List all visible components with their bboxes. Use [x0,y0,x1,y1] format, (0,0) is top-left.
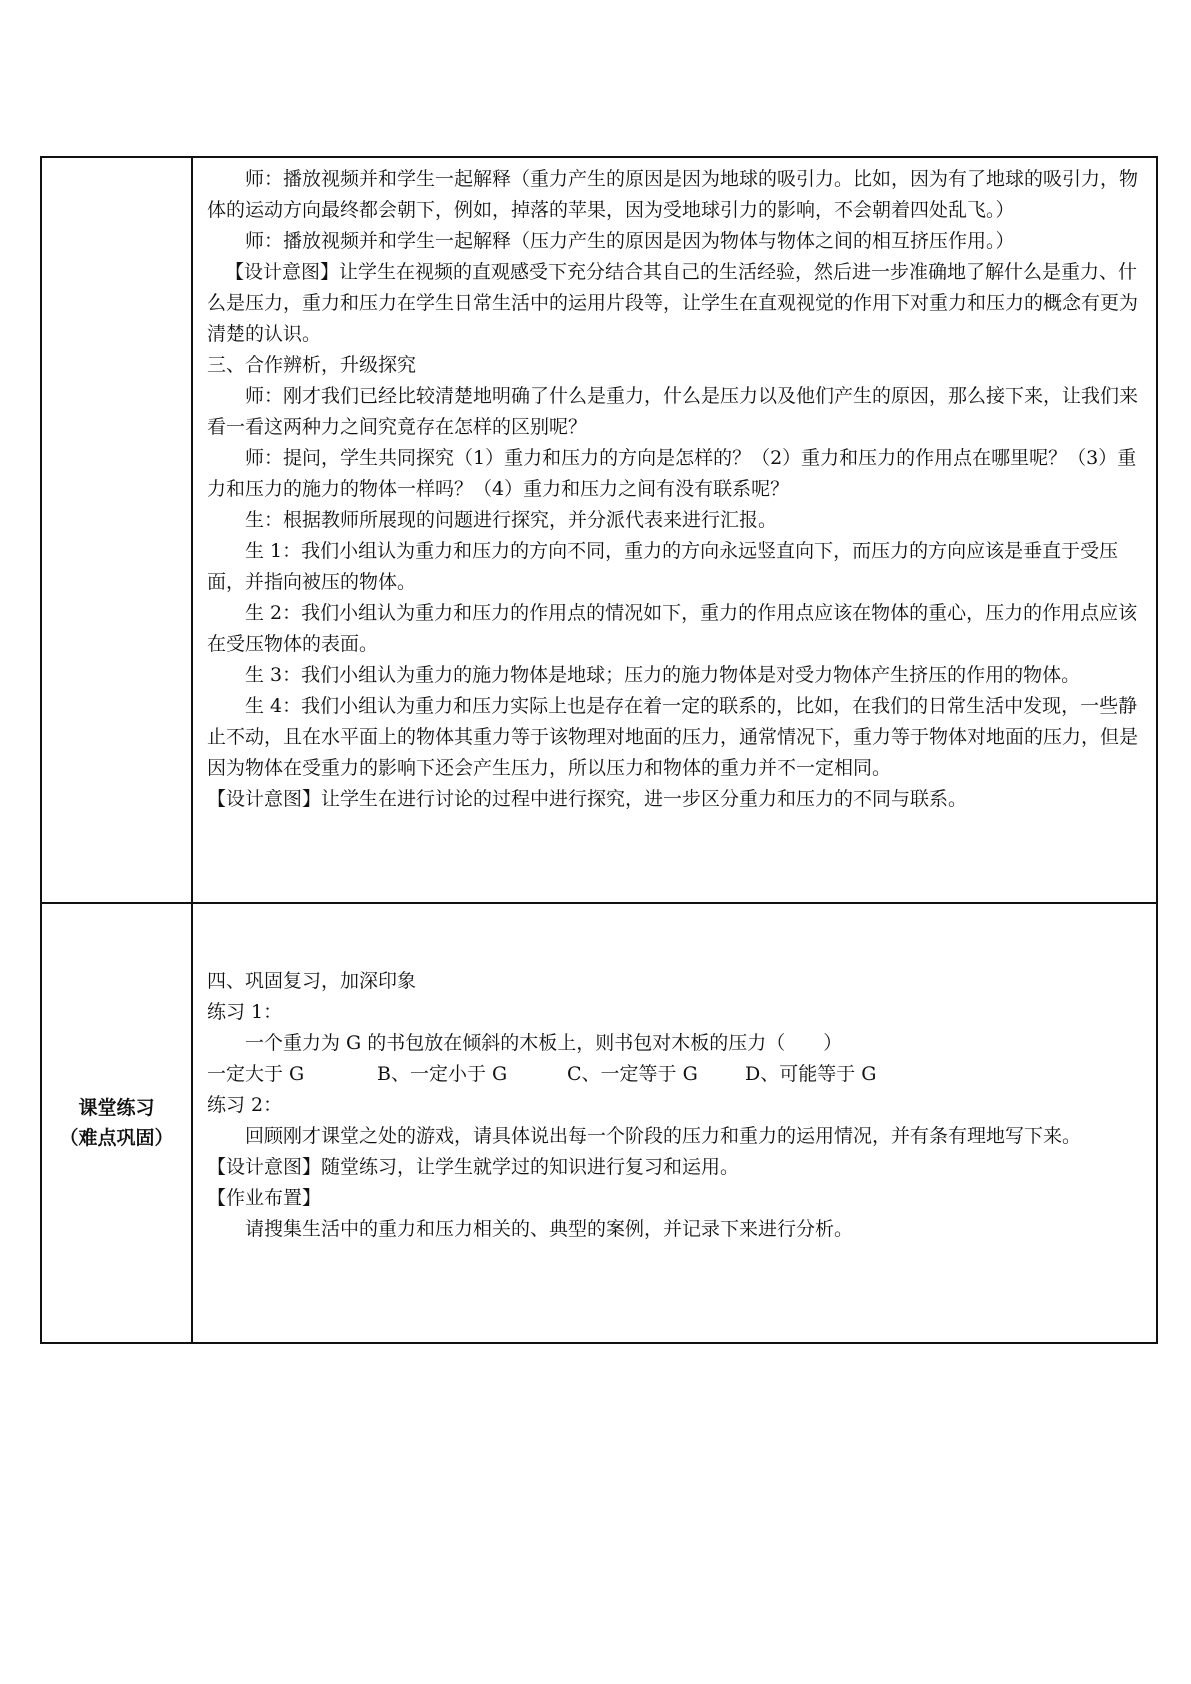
row-label-cell [41,903,192,1343]
section-heading: 三、合作辨析，升级探究 [207,354,417,376]
exercise-question: 回顾刚才课堂之处的游戏，请具体说出每一个阶段的压力和重力的运用情况，并有条有理地写下来。 [245,1125,1082,1147]
exercise-question: 一个重力为 G 的书包放在倾斜的木板上，则书包对木板的压力（ ） [245,1032,843,1054]
option-c: C、一定等于 G [567,1063,698,1085]
paragraph: 师：播放视频并和学生一起解释（重力产生的原因是因为地球的吸引力。比如，因为有了地球的吸引力，物体的运动方向最终都会朝下，例如，掉落的苹果，因为受地球引力的影响，不会朝着四处乱飞。） [207,168,1139,221]
paragraph: 生 2：我们小组认为重力和压力的作用点的情况如下，重力的作用点应该在物体的重心，压力的作用点应该在受压物体的表面。 [207,602,1138,655]
row-content-cell [192,157,1157,903]
paragraph: 生 3：我们小组认为重力的施力物体是地球；压力的施力物体是对受力物体产生挤压的作用的物体。 [245,664,1081,686]
exercise-content [193,904,1156,1245]
section-heading: 四、巩固复习，加深印象 [207,970,417,992]
design-intent-paragraph: 【设计意图】让学生在进行讨论的过程中进行探究，进一步区分重力和压力的不同与联系。 [207,788,968,810]
paragraph: 生：根据教师所展现的问题进行探究，并分派代表来进行汇报。 [245,509,778,531]
homework-title: 【作业布置】 [207,1187,322,1209]
row-content-cell [192,903,1157,1343]
paragraph: 生 4：我们小组认为重力和压力实际上也是存在着一定的联系的，比如，在我们的日常生活中发现，一些静止不动，且在水平面上的物体其重力等于该物理对地面的压力，通常情况下，重力等于物体对地面的压力，但是因为物体在受重力的影响下还会产生压力，所以压力和物体的重力并不一定相同。 [207,695,1139,779]
homework-text: 请搜集生活中的重力和压力相关的、典型的案例，并记录下来进行分析。 [245,1218,854,1240]
option-a: 一定大于 G [207,1063,305,1085]
exercise-title: 练习 1： [207,1001,283,1023]
design-intent-paragraph: 【设计意图】让学生在视频的直观感受下充分结合其自己的生活经验，然后进一步准确地了解什么是重力、什么是压力，重力和压力在学生日常生活中的运用片段等，让学生在直观视觉的作用下对重力和压力的概念有更为清楚的认识。 [207,261,1139,345]
paragraph: 生 1：我们小组认为重力和压力的方向不同，重力的方向永远竖直向下，而压力的方向应该是垂直于受压面，并指向被压的物体。 [207,540,1119,593]
paragraph: 师：提问，学生共同探究（1）重力和压力的方向是怎样的？（2）重力和压力的作用点在哪里呢？（3）重力和压力的施力的物体一样吗？（4）重力和压力之间有没有联系呢？ [207,447,1137,500]
lesson-plan-table [40,156,1158,1344]
exercise-title: 练习 2： [207,1094,283,1116]
row-label-cell-empty [41,157,192,903]
option-b: B、一定小于 G [377,1063,508,1085]
design-intent-paragraph: 【设计意图】随堂练习，让学生就学过的知识进行复习和运用。 [207,1156,740,1178]
table-row [41,157,1157,903]
table-row [41,903,1157,1343]
teaching-process-content [193,158,1156,815]
paragraph: 师：刚才我们已经比较清楚地明确了什么是重力，什么是压力以及他们产生的原因，那么接下来，让我们来看一看这两种力之间究竟存在怎样的区别呢？ [207,385,1139,438]
row-label-subtitle: （难点巩固） [59,1127,174,1149]
option-d: D、可能等于 G [745,1063,877,1085]
paragraph: 师：播放视频并和学生一起解释（压力产生的原因是因为物体与物体之间的相互挤压作用。） [245,230,1015,252]
answer-options [207,1059,1146,1090]
row-label-title: 课堂练习 [78,1097,155,1119]
